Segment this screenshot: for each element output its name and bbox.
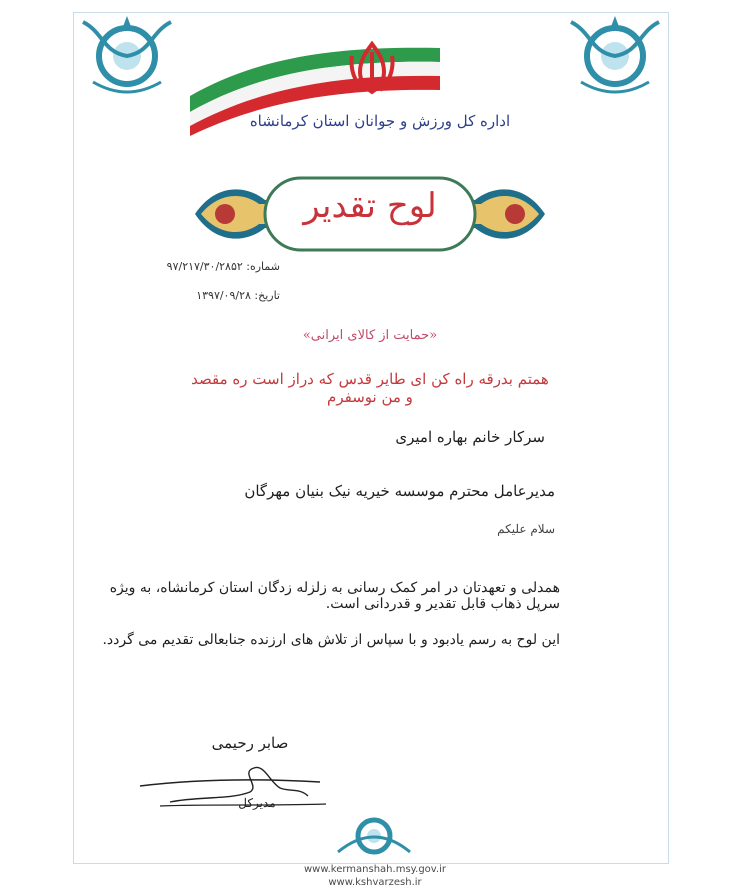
letter-number: شماره: ۹۷/۲۱۷/۳۰/۲۸۵۲ (166, 260, 280, 273)
organization-title: اداره کل ورزش و جوانان استان کرمانشاه (249, 112, 511, 130)
website-link-1[interactable]: www.kermanshah.msy.gov.ir (303, 864, 447, 875)
signer-name: صابر رحیمی (211, 734, 289, 752)
recipient-position: مدیرعامل محترم موسسه خیریه نیک بنیان مهرگان (244, 482, 555, 500)
corner-ornament-top-right (561, 12, 669, 100)
greeting: سلام علیکم (497, 522, 555, 536)
slogan: «حمایت از کالای ایرانی» (302, 328, 438, 343)
svg-text:☫: ☫ (238, 104, 247, 115)
bottom-ornament (332, 812, 416, 858)
signer-title: مدیرکل (238, 796, 276, 810)
letter-date: تاریخ: ۱۳۹۷/۰۹/۲۸ (196, 289, 280, 302)
website-link-2[interactable]: www.kshvarzesh.ir (328, 877, 422, 888)
corner-ornament-top-left (73, 12, 181, 100)
poetic-motto: همتم بدرقه راه کن ای طایر قدس که دراز است ره مقصد و من نوسفرم (191, 370, 549, 406)
recipient-name: سرکار خانم بهاره امیری (395, 428, 545, 446)
appreciation-paragraph-2: این لوح به رسم یادبود و با سپاس از تلاش های ارزنده جنابعالی تقدیم می گردد. (102, 632, 560, 648)
iran-emblem-icon (342, 38, 402, 98)
certificate-title: لوح تقدیر (303, 186, 437, 226)
appreciation-paragraph-1: همدلی و تعهدتان در امر کمک رسانی به زلزله زدگان استان کرمانشاه، به ویژه سرپل ذهاب قابل تقدیر و قدردانی است. (109, 580, 560, 612)
